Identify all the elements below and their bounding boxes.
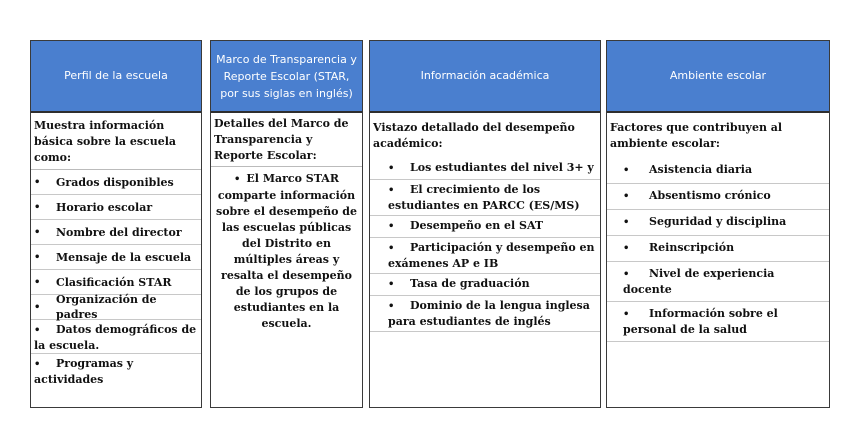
academic-info-column bbox=[369, 40, 601, 408]
list-item: • Dominio de la lengua inglesa para estudiantes de inglés bbox=[370, 296, 600, 332]
list-item: • Horario escolar bbox=[31, 195, 201, 220]
star-framework-body: • El Marco STAR comparte información sobre el desempeño de las escuelas públicas del Distrito en múltiples áreas y resalta el desempeño de los grupos de estudiantes en la escuela. bbox=[216, 172, 357, 330]
list-item: • Organización de padres bbox=[31, 295, 201, 320]
school-profile-column bbox=[30, 40, 202, 408]
academic-info-list bbox=[370, 158, 600, 332]
list-item: • Los estudiantes del nivel 3+ y bbox=[370, 158, 600, 180]
list-item: • Absentismo crónico bbox=[607, 184, 829, 210]
list-item: • Tasa de graduación bbox=[370, 274, 600, 296]
list-item: • Desempeño en el SAT bbox=[370, 216, 600, 238]
list-item: • Nivel de experiencia docente bbox=[607, 262, 829, 302]
list-item: • Reinscripción bbox=[607, 236, 829, 262]
school-profile-intro: Muestra información básica sobre la escuela como: bbox=[31, 113, 201, 170]
list-item: • Seguridad y disciplina bbox=[607, 210, 829, 236]
list-item: • El crecimiento de los estudiantes en PARCC (ES/MS) bbox=[370, 180, 600, 216]
list-item: • Nombre del director bbox=[31, 220, 201, 245]
list-item: • Participación y desempeño en exámenes AP e IB bbox=[370, 238, 600, 274]
school-environment-intro: Factores que contribuyen al ambiente escolar: bbox=[610, 121, 783, 150]
list-item: • Clasificación STAR bbox=[31, 270, 201, 295]
school-environment-column bbox=[606, 40, 830, 408]
school-environment-list bbox=[607, 158, 829, 342]
star-framework-column bbox=[210, 40, 363, 408]
list-item: • Programas y actividades bbox=[34, 357, 134, 386]
list-item: • Información sobre el personal de la salud bbox=[607, 302, 829, 342]
list-item: • Grados disponibles bbox=[31, 170, 201, 195]
list-item: • Mensaje de la escuela bbox=[31, 245, 201, 270]
school-profile-header: Perfil de la escuela bbox=[31, 41, 201, 113]
star-framework-intro: Detalles del Marco de Transparencia y Reporte Escolar: bbox=[211, 113, 362, 167]
academic-info-header: Información académica bbox=[370, 41, 600, 113]
star-framework-header: Marco de Transparencia y Reporte Escolar (STAR, por sus siglas en inglés) bbox=[211, 41, 362, 113]
list-item: • Datos demográficos de la escuela. bbox=[31, 320, 201, 354]
school-profile-list bbox=[31, 170, 201, 388]
list-item: • Asistencia diaria bbox=[607, 158, 829, 184]
school-environment-header: Ambiente escolar bbox=[607, 41, 829, 113]
academic-info-intro: Vistazo detallado del desempeño académico: bbox=[373, 121, 575, 150]
